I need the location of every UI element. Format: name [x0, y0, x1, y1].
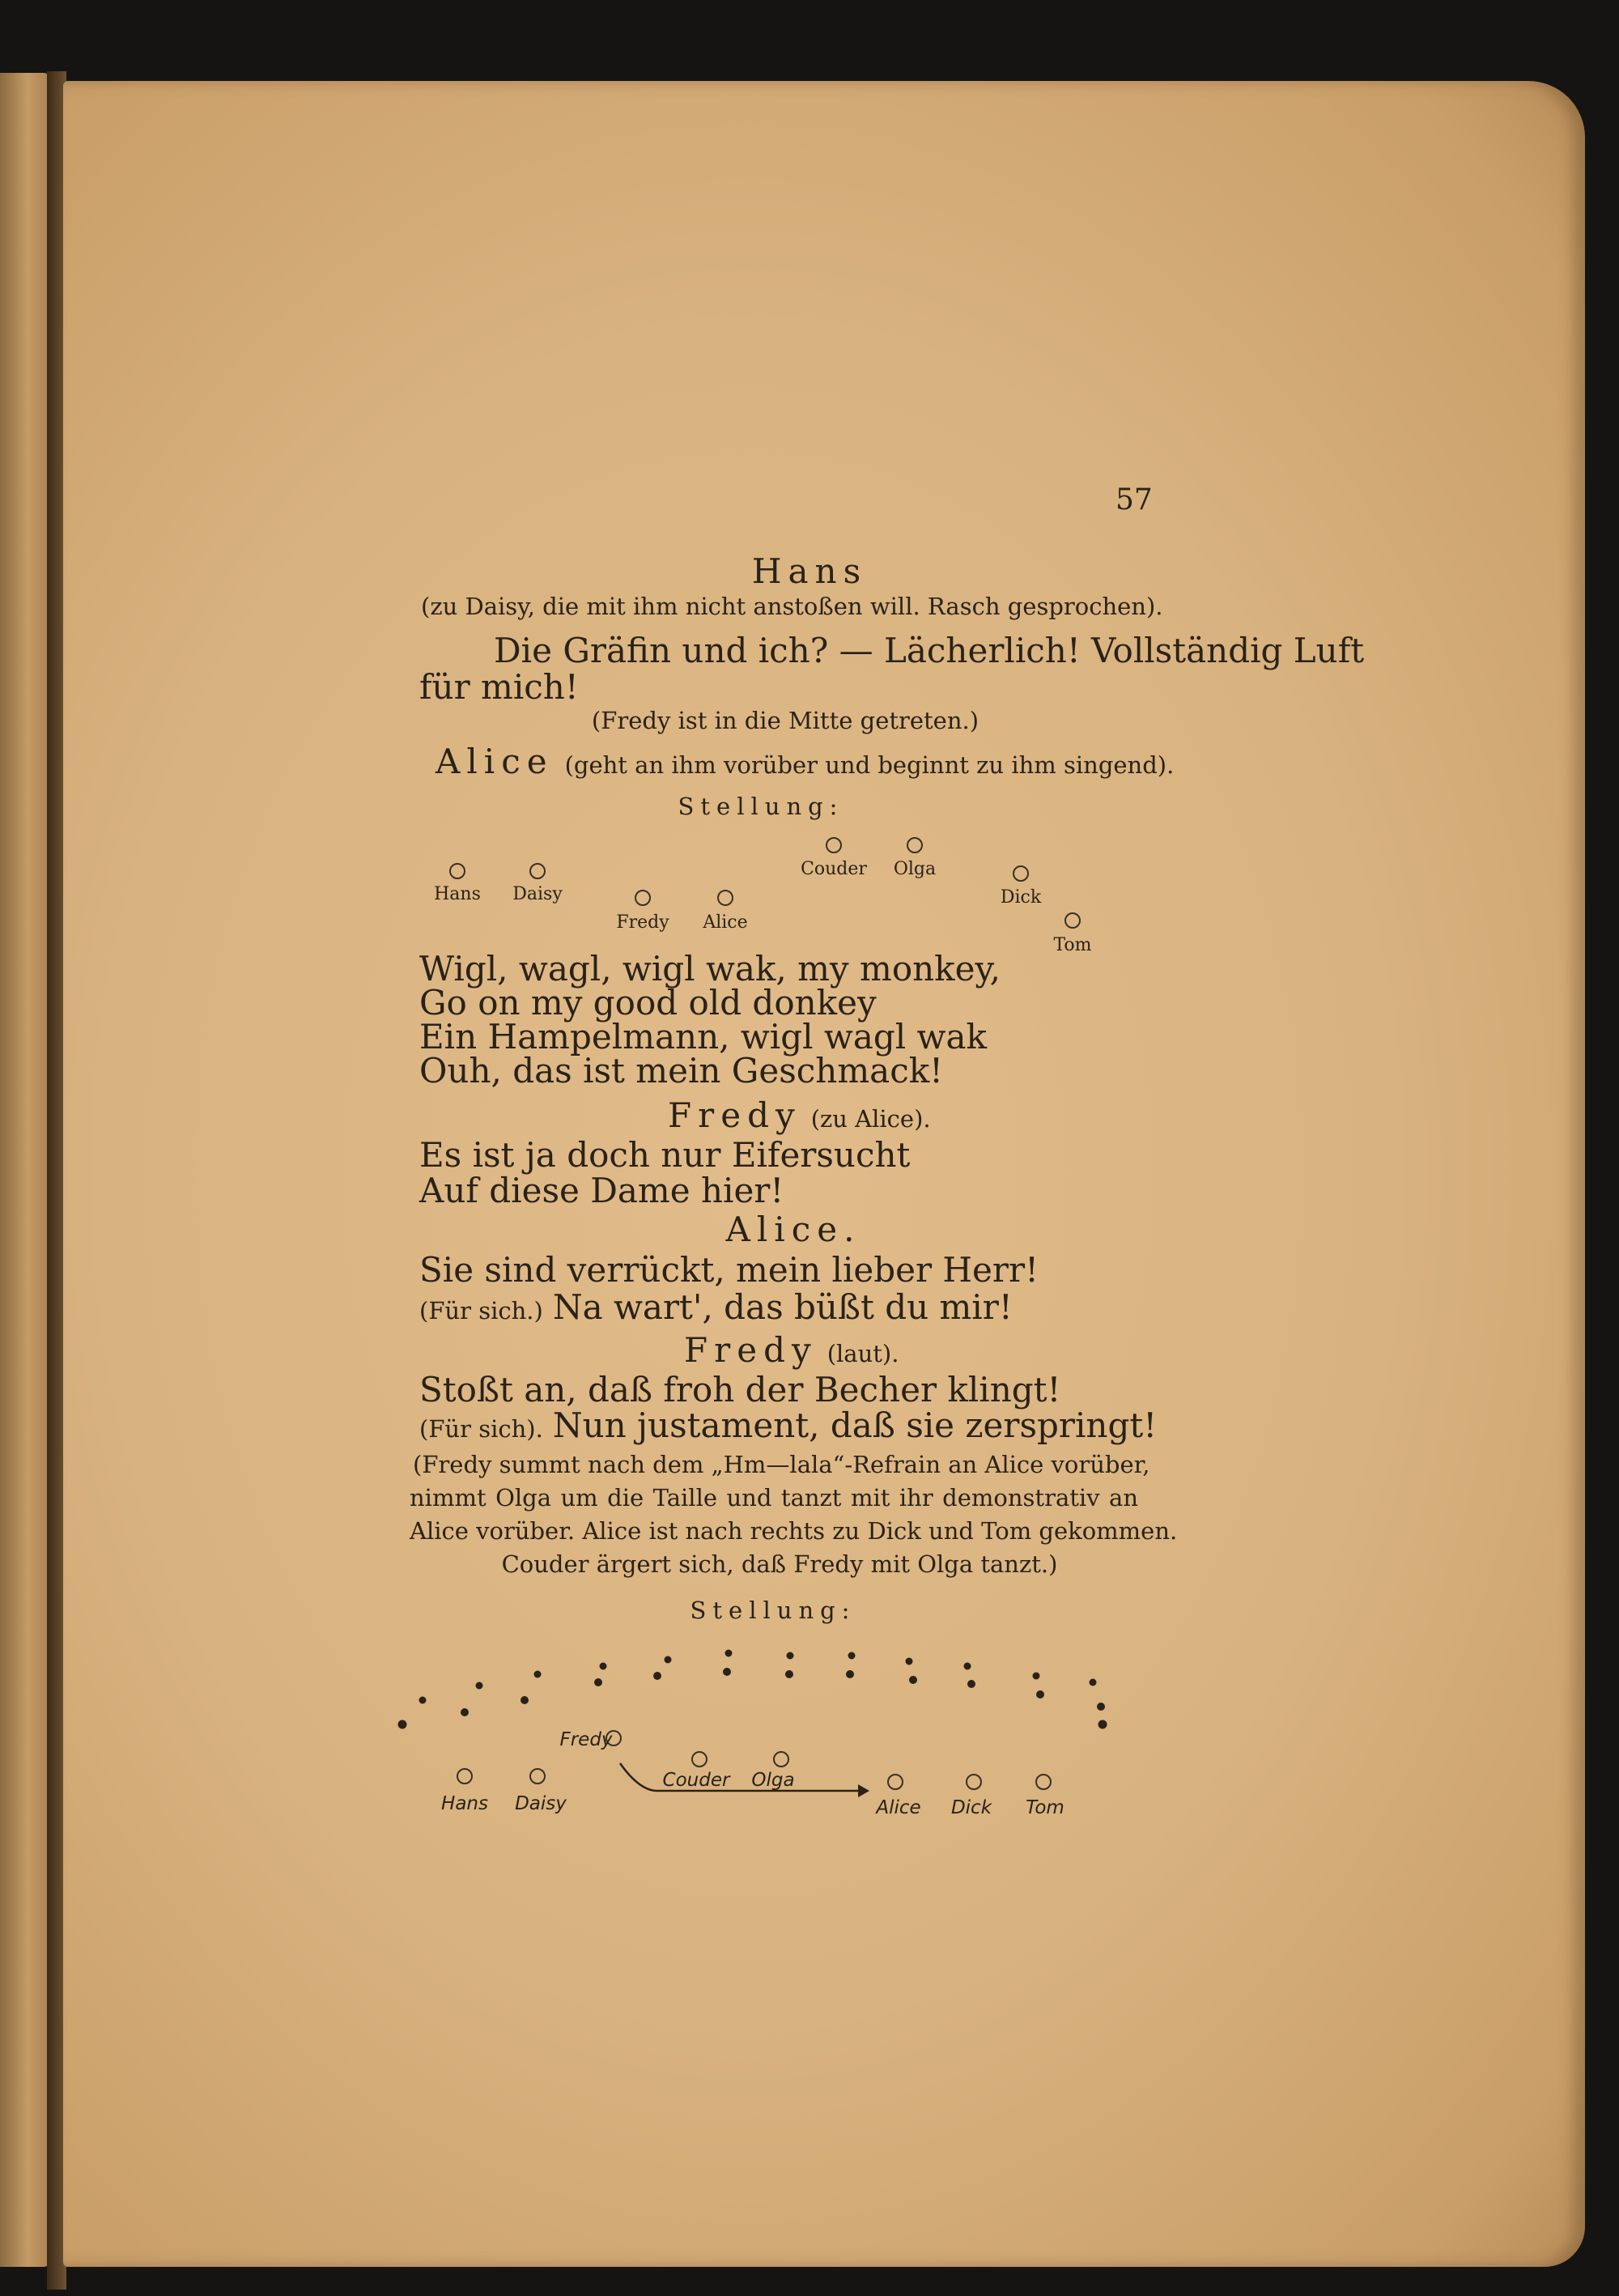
stage-direction-dance-4: Couder ärgert sich, daß Fredy mit Olga tanzt.): [501, 1550, 1058, 1578]
stage-direction-dance-1: (Fredy summt nach dem „Hm—lala“-Refrain an Alice vorüber,: [413, 1451, 1150, 1478]
position-alice-2: [887, 1774, 903, 1790]
stage-direction-fredy: (Fredy ist in die Mitte getreten.): [591, 707, 979, 734]
position-dick: [1013, 865, 1029, 882]
dialogue-fredy-3: Stoßt an, daß froh der Becher klingt!: [419, 1370, 1061, 1409]
song-line-3: Ein Hampelmann, wigl wagl wak: [419, 1017, 987, 1057]
position-olga-2: [773, 1751, 789, 1767]
position-fredy: [635, 890, 651, 906]
label-daisy-2: Daisy: [515, 1793, 567, 1814]
aside-fredy: (Für sich).: [419, 1415, 543, 1443]
label-hans-2: Hans: [441, 1793, 488, 1814]
aside-alice: (Für sich.): [419, 1297, 543, 1324]
position-couder-2: [691, 1751, 708, 1767]
dialogue-fredy-2: Auf diese Dame hier!: [419, 1171, 784, 1210]
position-daisy-2: [529, 1768, 546, 1784]
page-number: 57: [1115, 483, 1153, 517]
stage-direction-dance-2: nimmt Olga um die Taille und tanzt mit ihr demonstrativ an: [410, 1484, 1138, 1512]
dialogue-hans-2: für mich!: [419, 667, 579, 707]
position-olga: [907, 837, 923, 853]
dialogue-fredy-4: Nun justament, daß sie zerspringt!: [552, 1405, 1158, 1445]
position-hans: [449, 863, 465, 879]
alice-entry: [436, 742, 1175, 781]
speaker-hans: Hans: [751, 551, 868, 591]
label-fredy-2: Fredy: [559, 1729, 613, 1750]
label-daisy: Daisy: [512, 884, 563, 904]
label-tom-2: Tom: [1026, 1797, 1064, 1818]
label-olga-2: Olga: [751, 1770, 795, 1791]
label-tom: Tom: [1053, 935, 1092, 955]
label-dick: Dick: [1000, 887, 1042, 908]
position-dick-2: [966, 1774, 982, 1790]
label-fredy: Fredy: [616, 912, 669, 933]
fredy-entry-2: [684, 1330, 899, 1370]
position-tom-2: [1035, 1774, 1052, 1790]
label-hans: Hans: [434, 884, 481, 904]
fredy-entry-1: [668, 1095, 931, 1135]
speaker-alice: Alice: [436, 742, 554, 781]
dialogue-alice-2: Na wart', das büßt du mir!: [552, 1287, 1013, 1327]
label-olga: Olga: [893, 859, 937, 879]
label-couder: Couder: [801, 859, 867, 879]
position-couder: [826, 837, 842, 853]
dialogue-hans-1: Die Gräfin und ich? — Lächerlich! Vollständig Luft: [494, 631, 1365, 670]
position-hans-2: [457, 1768, 473, 1784]
speaker-fredy-1: Fredy: [668, 1095, 801, 1135]
stage-direction-alice: (geht an ihm vorüber und beginnt zu ihm singend).: [564, 751, 1175, 779]
label-dick-2: Dick: [950, 1797, 992, 1818]
facing-page-edge: [0, 73, 50, 2267]
position-tom: [1064, 912, 1081, 929]
song-line-1: Wigl, wagl, wigl wak, my monkey,: [419, 949, 1001, 989]
stage-direction-fredy-1: (zu Alice).: [810, 1105, 931, 1133]
stellung-heading-1: Stellung:: [678, 793, 844, 820]
stage-direction-hans: (zu Daisy, die mit ihm nicht anstoßen will. Rasch gesprochen).: [421, 593, 1163, 620]
label-alice: Alice: [703, 912, 748, 933]
dialogue-alice-2-row: [419, 1287, 1013, 1327]
song-line-4: Ouh, das ist mein Geschmack!: [419, 1051, 944, 1091]
speaker-fredy-2: Fredy: [684, 1330, 818, 1370]
label-alice-2: Alice: [876, 1797, 921, 1818]
stage-direction-fredy-2: (laut).: [826, 1340, 899, 1367]
song-line-2: Go on my good old donkey: [419, 983, 877, 1023]
speaker-alice-2: Alice.: [725, 1210, 861, 1249]
dialogue-fredy-4-row: [419, 1405, 1158, 1445]
position-daisy: [529, 863, 546, 879]
stellung-heading-2: Stellung:: [690, 1597, 856, 1624]
label-couder-2: Couder: [662, 1770, 730, 1791]
stage-direction-dance-3: Alice vorüber. Alice ist nach rechts zu Dick und Tom gekommen.: [410, 1517, 1178, 1545]
position-alice: [717, 890, 733, 906]
dialogue-fredy-1: Es ist ja doch nur Eifersucht: [419, 1135, 911, 1175]
dialogue-alice-1: Sie sind verrückt, mein lieber Herr!: [419, 1250, 1039, 1290]
